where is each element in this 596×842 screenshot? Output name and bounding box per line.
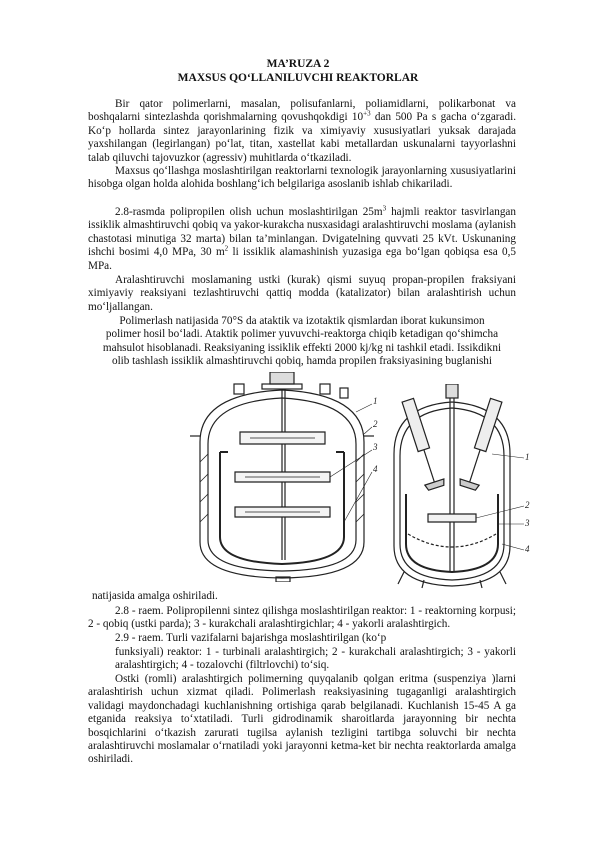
figure-2-9-caption-line-1: 2.9 - raem. Turli vazifalarni bajarishga moslashtirilgan (ko‘p: [115, 632, 387, 644]
fig2-label-1: 1: [525, 452, 530, 462]
fig2-label-4: 4: [525, 544, 530, 554]
fig1-label-4: 4: [373, 464, 378, 474]
lecture-title: MAXSUS QO‘LLANILUVCHI REAKTORLAR: [177, 72, 419, 84]
paragraph-5-line-2: polimer hosil bo‘ladi. Ataktik polimer yuvuvchi-reaktorga chiqib ketadigan qo‘shimcha: [105, 328, 499, 340]
fig1-label-1: 1: [373, 396, 378, 406]
figure-2-8-reactor: [180, 372, 380, 582]
paragraph-3: 2.8-rasmda polipropilen olish uchun moslashtirilgan $25m^3$ hajmli reaktor tasvirlangan issiklik almashtiruvchi qobiq va yakor-kurakcha nusxasidagi aralashtiruvchi moslama (aylanish chastotasi minutiga 32 marta) bilan ta’minlangan. Dvigatelning quvvati 25 kVt. Uskunaning ishchi bosimi 4,0 MPa, 30 $m^2$ li issiklik alamashinish yuzasiga ega bo‘lgan qobiqsa esa 0,5 MPa.: [88, 204, 516, 272]
paragraph-4: Aralashtiruvchi moslamaning ustki (kurak) qismi suyuq propan-propilen fraksiyani ximiyaviy reaksiyani tezlashtiruvchi qattiq modda (katalizator) bilan aralashtirish uchun mo‘ljallangan.: [88, 274, 516, 313]
fig1-label-2: 2: [373, 419, 378, 429]
figure-2-9-reactor: [384, 384, 534, 590]
paragraph-6: natijasida amalga oshiriladi.: [92, 590, 218, 602]
paragraph-5-line-4: olib tashlash issiklik almashtiruvchi qobiq, hamda propilen fraksiyasining buglanishi: [111, 355, 492, 367]
paragraph-5-line-1: Polimerlash natijasida 70°S da ataktik va izotaktik qismlardan iborat kukunsimon: [119, 315, 485, 327]
figure-2-8-caption: 2.8 - raem. Polipropilenni sintez qilishga moslashtirilgan reaktor: 1 - reaktorning korpusi; 2 - qobiq (ustki parda); 3 - kurakchali aralashtirgichlar; 4 - yakorli aralashtirgich.: [88, 605, 516, 631]
fig1-label-3: 3: [373, 442, 378, 452]
paragraph-5-line-3: mahsulot hisoblanadi. Reaksiyaning issiklik effekti 2000 kj/kg ni tashkil etadi. Issikdikni: [102, 342, 502, 354]
paragraph-2: Maxsus qo‘llashga moslashtirilgan reaktorlarni texnologik jarayonlarning xususiyatlarini hisobga olgan holda alohida boshlang‘ich belgilariga asoslanib ishlab chikariladi.: [88, 165, 516, 191]
paragraph-9: Ostki (romli) aralashtirgich polimerning quyqalanib qolgan eritma (suspenziya )larni aralashtirish uchun xizmat qiladi. Polimerlash reaksiyasining tugaganligi aralashtirgich validagi maydonchadagi kuchlanishning ortishiga qarab belgilanadi. Kuchlanish 15-45 A ga etganida reaksiya to‘xtatiladi. Turli gidrodinamik sharoitlarda jarayonning bir nechta bosqichlarini o‘tkazish zarurati tugilsa aylanish tezligini tartibga soluvchi bir nechta aralashtiruvchi moslamalar o‘rnatiladi yoki jarayonni ketma-ket bir nechta reaktorlarda amalga oshiriladi.: [88, 673, 516, 766]
figure-2-9-caption-line-2: funksiyali) reaktor: 1 - turbinali aralashtirgich; 2 - kurakchali aralashtirgich; 3 - yakorli aralashtirgich; 4 - tozalovchi (filtrlovchi) to‘siq.: [115, 646, 516, 672]
fig2-label-2: 2: [525, 500, 530, 510]
fig2-label-3: 3: [525, 518, 530, 528]
paragraph-1: Bir qator polimerlarni, masalan, polisufanlarni, poliamidlarni, polikarbonat va boshqalarni sintezlashda qorishmalarning qovushqokdigi $10^{+3}$ dan 500 Pa s gacha o‘zgaradi. Ko‘p hollarda sintez jarayonlarining fizik va ximiyaviy xususiyatlari yuksak darajada yaxshilangan (legirlangan) po‘lat, titan, xastellat kabi metallardan uskunalarni tayyorlashni talab qiluvchi tajovuzkor (agressiv) muhitlarda o‘tkaziladi.: [88, 98, 516, 164]
lecture-label: MA’RUZA 2: [266, 58, 330, 70]
